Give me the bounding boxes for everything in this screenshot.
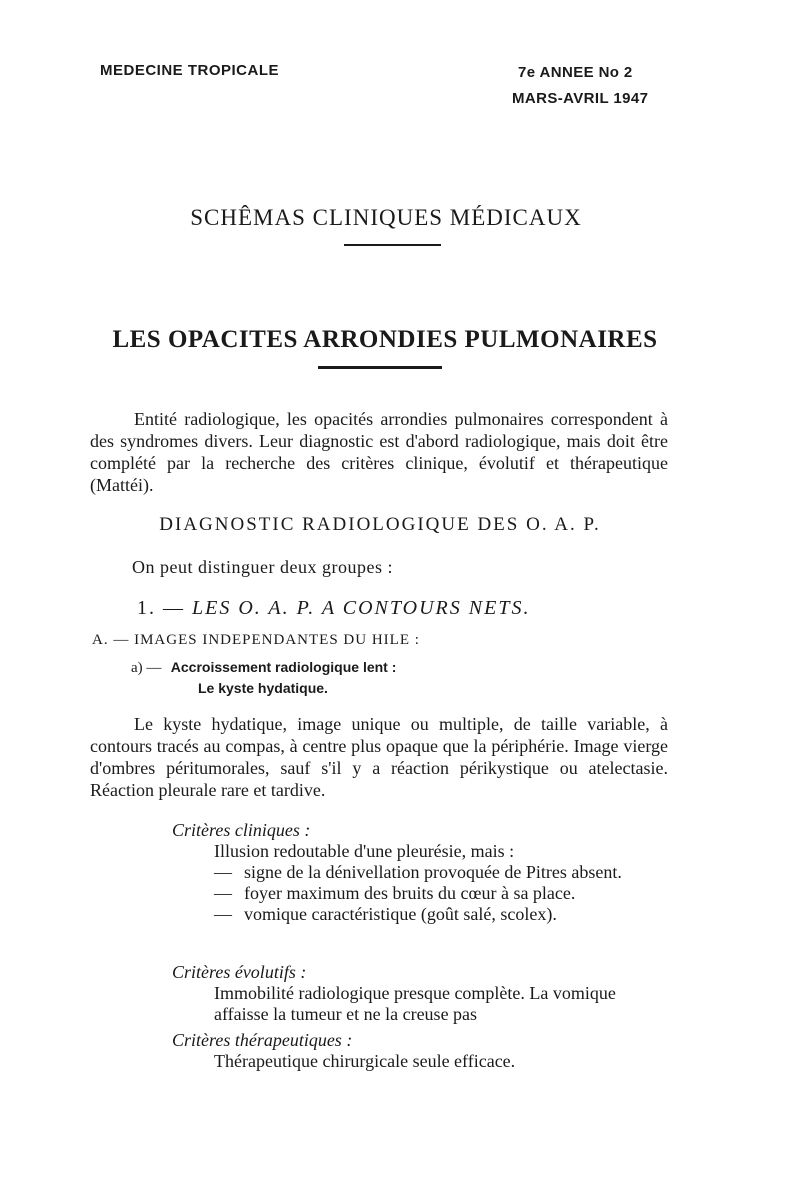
list-item-text: foyer maximum des bruits du cœur à sa place. (244, 883, 576, 903)
groups-intro: On peut distinguer deux groupes : (132, 557, 393, 577)
group-heading (137, 597, 530, 620)
journal-name: MEDECINE TROPICALE (100, 62, 280, 79)
subpoint-subtitle: Le kyste hydatique. (198, 680, 328, 696)
list-item: — foyer maximum des bruits du cœur à sa place. (214, 883, 576, 903)
list-item: — vomique caractéristique (goût salé, scolex). (214, 904, 557, 924)
group-number: 1. — (137, 597, 185, 619)
criteres-therapeutiques (172, 1030, 672, 1072)
kyste-text: Le kyste hydatique, image unique ou multiple, de taille variable, à contours tracés au compas, à centre plus opaque que la périphérie. Image vierge d'ombres péritumorales, sauf s'il y a réaction périkystique ou atelectasie. Réaction pleurale rare et tardive. (90, 714, 668, 800)
issue-number: 7e ANNEE No 2 (518, 64, 633, 81)
list-item: — signe de la dénivellation provoquée de Pitres absent. (214, 862, 622, 882)
criteres-evolutifs (172, 962, 672, 1025)
criteres-evolutifs-heading: Critères évolutifs : (172, 962, 307, 982)
list-item-text: vomique caractéristique (goût salé, scolex). (244, 904, 557, 924)
article-title: LES OPACITES ARRONDIES PULMONAIRES (112, 326, 658, 353)
intro-paragraph (90, 408, 668, 496)
criteres-cliniques (172, 820, 672, 925)
criteres-cliniques-heading: Critères cliniques : (172, 820, 311, 840)
criteres-cliniques-intro: Illusion redoutable d'une pleurésie, mais : (214, 841, 515, 861)
section-title: SCHÊMAS CLINIQUES MÉDICAUX (190, 205, 582, 230)
subpoint-heading (131, 659, 396, 677)
group-label: LES O. A. P. A CONTOURS NETS. (192, 597, 531, 619)
subpoint-title: Accroissement radiologique lent : (170, 659, 397, 675)
section-title-rule (344, 244, 441, 246)
subpoint-label: a) — (131, 660, 162, 676)
criteres-therapeutiques-text: Thérapeutique chirurgicale seule efficace. (214, 1051, 516, 1071)
intro-text: Entité radiologique, les opacités arrondies pulmonaires correspondent à des syndromes divers. Leur diagnostic est d'abord radiologique, mais doit être complété par la recherche des critères clinique, évolutif et thérapeutique (Mattéi). (90, 409, 668, 495)
criteres-therapeutiques-heading: Critères thérapeutiques : (172, 1030, 353, 1050)
issue-date: MARS-AVRIL 1947 (512, 90, 649, 107)
article-title-rule (318, 366, 442, 369)
diagnostic-heading: DIAGNOSTIC RADIOLOGIQUE DES O. A. P. (159, 514, 601, 535)
list-item-text: signe de la dénivellation provoquée de Pitres absent. (244, 862, 622, 882)
criteres-evolutifs-text: Immobilité radiologique presque complète. La vomique affaisse la tumeur et ne la creuse pas (214, 983, 616, 1024)
subsection-heading: A. — IMAGES INDEPENDANTES DU HILE : (92, 632, 420, 648)
kyste-paragraph (90, 713, 668, 801)
